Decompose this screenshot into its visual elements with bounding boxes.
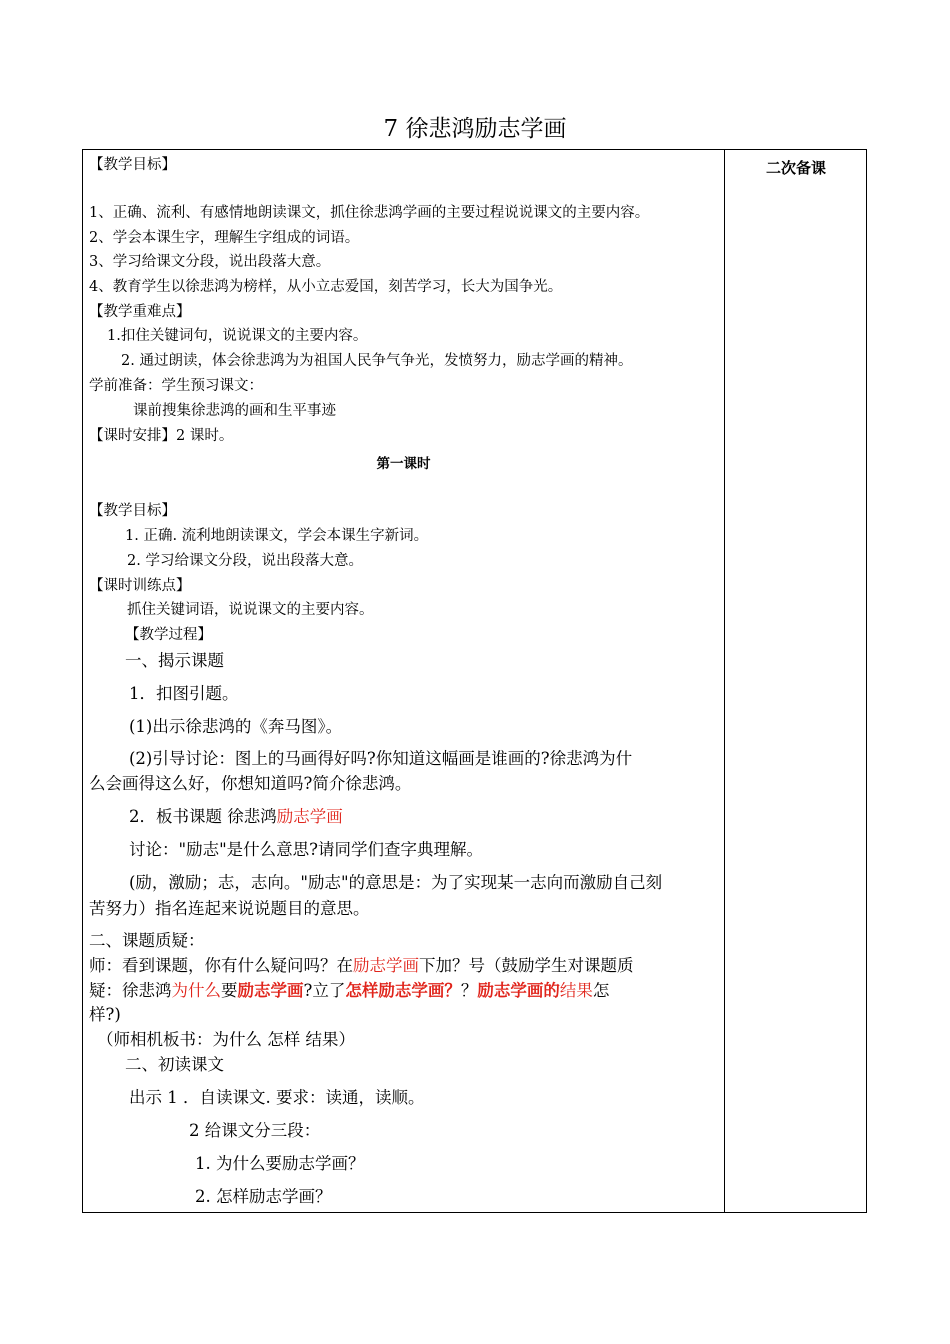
question-line-1: 师：看到课题，你有什么疑问吗？在励志学画下加？号（鼓励学生对课题质 bbox=[89, 956, 634, 975]
step-1-1-b-cont: 么会画得这么好，你想知道吗?简介徐悲鸿。 bbox=[89, 774, 412, 793]
page-title: 7 徐悲鸿励志学画 bbox=[383, 116, 567, 142]
explanation-line-cont: 苦努力）指名连起来说说题目的意思。 bbox=[89, 899, 370, 918]
section-heading-objectives: 【教学目标】 bbox=[89, 157, 176, 173]
board-note: （师相机板书：为什么 怎样 结果） bbox=[97, 1030, 355, 1049]
step-1-heading: 一、揭示课题 bbox=[125, 651, 224, 670]
segment-1: 1. 为什么要励志学画？ bbox=[195, 1154, 365, 1173]
lesson-table bbox=[82, 149, 867, 1213]
column-divider bbox=[724, 150, 725, 1212]
schedule-line: 【课时安排】2 课时。 bbox=[89, 428, 234, 444]
objective-3: 3、学习给课文分段，说出段落大意。 bbox=[89, 254, 331, 270]
question-line-3: 样?) bbox=[89, 1005, 121, 1024]
question-line-2: 疑：徐悲鸿为什么要励志学画?立了怎样励志学画？？励志学画的结果怎 bbox=[89, 981, 610, 1000]
prep-item: 课前搜集徐悲鸿的画和生平事迹 bbox=[133, 403, 336, 419]
step-1-2: 2．板书课题 徐悲鸿励志学画 bbox=[129, 807, 343, 826]
discussion-line: 讨论："励志"是什么意思?请同学们查字典理解。 bbox=[129, 840, 484, 859]
step-1-1-a: (1)出示徐悲鸿的《奔马图》。 bbox=[129, 717, 343, 736]
prep-heading: 学前准备：学生预习课文： bbox=[89, 378, 263, 394]
step-1-1-b: (2)引导讨论：图上的马画得好吗?你知道这幅画是谁画的?徐悲鸿为什 bbox=[129, 749, 633, 768]
step-1-1: 1．扣图引题。 bbox=[129, 684, 239, 703]
segment-2: 2. 怎样励志学画？ bbox=[195, 1187, 332, 1206]
section-heading-key-points: 【教学重难点】 bbox=[89, 304, 191, 320]
objective-2: 2、学会本课生字，理解生字组成的词语。 bbox=[89, 230, 360, 246]
objective-1: 1、正确、流利、有感情地朗读课文，抓住徐悲鸿学画的主要过程说说课文的主要内容。 bbox=[89, 205, 650, 221]
key-point-1: 1.扣住关键词句，说说课文的主要内容。 bbox=[107, 328, 368, 344]
lesson-objective-1: 1. 正确. 流利地朗读课文，学会本课生字新词。 bbox=[125, 528, 429, 544]
key-point-2: 2. 通过朗读，体会徐悲鸿为为祖国人民争气争光，发愤努力，励志学画的精神。 bbox=[121, 353, 633, 369]
reading-task-1: 出示 1 ．自读课文. 要求：读通，读顺。 bbox=[129, 1088, 425, 1107]
objective-4: 4、教育学生以徐悲鸿为榜样，从小立志爱国，刻苦学习，长大为国争光。 bbox=[89, 279, 563, 295]
highlight-title: 励志学画 bbox=[276, 807, 343, 826]
side-column-header: 二次备课 bbox=[765, 159, 826, 177]
step-3-heading: 二、初读课文 bbox=[125, 1055, 224, 1074]
lesson-objective-2: 2. 学习给课文分段，说出段落大意。 bbox=[127, 553, 363, 569]
reading-task-2: 2 给课文分三段： bbox=[189, 1121, 321, 1140]
step-2-heading: 二、课题质疑： bbox=[89, 931, 205, 950]
explanation-line: (励，激励；志，志向。"励志"的意思是：为了实现某一志向而激励自己刻 bbox=[129, 873, 663, 892]
training-point: 抓住关键词语，说说课文的主要内容。 bbox=[127, 602, 374, 618]
lesson-one-heading: 第一课时 bbox=[376, 456, 431, 472]
section-heading-objectives-2: 【教学目标】 bbox=[89, 503, 176, 519]
section-heading-training: 【课时训练点】 bbox=[89, 578, 191, 594]
section-heading-process: 【教学过程】 bbox=[125, 627, 212, 643]
